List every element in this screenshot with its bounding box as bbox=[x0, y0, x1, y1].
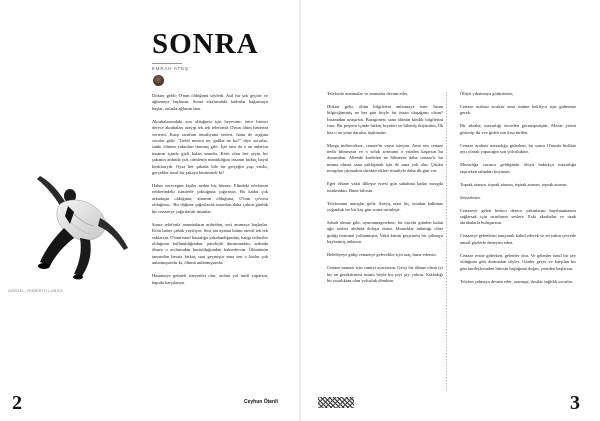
text-column-1 bbox=[152, 93, 268, 293]
paragraph: Haber verecegim kişiler neden hiç bitmez. Elindeki telefonun rehberindeki isimlerle çoktuğuna çağırırsın. Bu kadar çok arkadaşın olduğuna, alarmın olduğuna, O'nun çevresi olduğuna... Bir düğüne çağırılacak insanları daha çoktur günlük bir cenazeye çağırılacak insanlar. bbox=[152, 183, 268, 214]
paragraph: Toprak atarsın, toprak atarsın, toprak atarsın, toprak atarsın. bbox=[460, 181, 568, 187]
paragraph: Doktor gelir, ölüm bilgilerini anlatmaya ister. İnsan bilgiciğimmiş ne her gün böyle bir insan ulaşağımı olsun? İnsanadan uzaşırsın. Bazıgönen; sana ölünün kimlik bilgilerini ister. Bir poşetin içinde birkaç kıyafeti ve bilemiş ikiyürünü, İlk kez o an yüne daralsa, üşütürsün. bbox=[327, 104, 443, 135]
paragraph: Telefonla aranmalar ve aramalar devam eder. bbox=[327, 91, 409, 96]
paragraph: Morga indireceksiz, cenaze'in varsa isteyim. Ama sen cenaze nedir bilmezsin ve o soluk sormunu o yüzden kaşarsın bu durumdan. Allende kardelen ne bilmezse daha cenaze'ir bu muma olmaz sana yaklaşmak için de sana yok olur. Çünkü morgdan çıkmadım sürakrecekleri ritualiyle daha ilk gün var. bbox=[327, 142, 443, 174]
falling-man-photo bbox=[10, 166, 138, 286]
text-column-3 bbox=[460, 91, 576, 292]
paragraph: Akrabalarımdaki son olduğunu için heyecanı; önce birinci derece akrabaları arayıp tek tek telefonda O'nun ölüm haberini verirsin. Karşı taraftan önsalıyana sesleri, hatta de açığına sorular gelir. "Geldi mesini ne, galiba ne bu?" diye sorarlar, sanki ölünün yakınları durmuş gibi. İçte tam da o an anlarsın insanın içinde gizli kalan umudu. Kötü olan her şeyin bir şakanın ardında yok cümlenin mantıklığını insanın birkaç hayal kırıklarıydı. Oysa her şakada bile bir gerçeğin yaşı vardır, gerçekler nasıl bir şakaya bürünmeli ki? bbox=[152, 118, 268, 176]
article-title: SONRA bbox=[152, 28, 259, 60]
paragraph: Hastaneye gelmek isteyenler olur, onlara yol tarifi yaparsın, kapıda karşılarsın. bbox=[152, 273, 268, 285]
page-number-right: 3 bbox=[570, 392, 580, 414]
paragraph: Cenaze arabası sıcaktır ama üstüne bekliyor için gülmeme gerek. bbox=[460, 104, 576, 116]
page-gutter bbox=[299, 0, 301, 421]
paragraph: Cenazeye gelenlerin tanıyarak kabul ederek ve en yakın çevrede anısal gözlerle deneyim eden. bbox=[460, 233, 576, 245]
footer-pattern-graphic bbox=[318, 397, 354, 408]
paragraph: Cenaze evine giderken, gelenler olur. Ve gelenler nasıl bir şey olduğunu gibi durmadan söyler. Günler geçer ve karşılan bir gün kardeşlerinden bitirsin başlığıma doğru, yeniden başlarsın. bbox=[460, 252, 576, 271]
paragraph: Ölüyü yıkatmaya götürürsün, bbox=[460, 91, 513, 96]
column-divider bbox=[446, 92, 447, 392]
text-column-2 bbox=[327, 91, 443, 291]
paragraph: Mezarlığa varınca geldiğinde ölüyü baktıkça mezarlığa taşırırken tahtaları koyarsın. bbox=[460, 162, 576, 174]
paragraph: Sabah olmaz gibi, uyumamagereken; bir önceki günden kalan ağır sesleri akılnda dolaşır durur. Morarklar anlattığı cihet gittiği terminal yollanmıştır. Vakti kimin geçirmesi bir çalmaya kaybetmiş anlarsın. bbox=[327, 220, 443, 245]
paragraph: Doktor geldi; O'nun öldüğünü söyledi. Asıl bir şok geçirir ve ağlamaya başlarım. Sonra etrafımdaki kadınlar bağırmaya başlar, onlarla ağlarım tam. bbox=[152, 93, 268, 111]
author-avatar bbox=[153, 75, 164, 86]
paragraph: Eğer ölüme vakti ilkleşse ertesi gün sabahına kadar morgda tutulmaktır. Buna bilirsin. bbox=[327, 181, 443, 193]
paragraph: Cenazeye gelen birinci derece yakınlarını bayılmamasını sağlarsak için ısrarlarım seslere. Eski akrabalar ve uzak akrabalarla buluşursun. bbox=[460, 207, 576, 226]
paragraph: Sonra telefonla aranmaların ardından, sesi anımaya başlarlar. Kötü haber çabuk yayılıyor. Sesi ara ayama bütün ateval tek tek saklarsın. O'nun nasıl hastalığa yakalandığından, hangi tedaviler olduğunu kullanıldığından, patolojik durumundan, ardında ölmez o acılarından kurtulduğundan bahsedersin. Ölümünün tanrından heraiz birkaç saat geçmiştir ama sen o kadar çok anlatmışsındır ki, ölümü anlatmışsındır. bbox=[152, 221, 268, 266]
paragraph: Telefon çalmaya devam eder, aramışır, dostlar sağlıklı sorarlar. bbox=[460, 278, 574, 284]
photo-credit: GÖRSEL: ROBERTO LONGO bbox=[8, 289, 63, 293]
paragraph: Sessizlesin. bbox=[460, 194, 481, 200]
paragraph: Belediyeye gidip cenazeye gelecekler için araç hazır edersin. bbox=[327, 252, 437, 258]
footer-magazine-name: Ceyhun Ötenli bbox=[244, 399, 278, 405]
paragraph: Cenaze arabası mezarlığa giderken, bu sonra O'nunla birlikte ayrı olarak yapacağın son yolculuktur. bbox=[460, 142, 576, 155]
paragraph: Telefonunu ararışlar gelir. Arayış arası hiç ortadan kalkmaz yoğunluk ise bir kaç gün sonra rutinleşir. bbox=[327, 200, 443, 213]
paragraph: Bir akraba, mezarlığı önceden görmüşmüştür. Mezar yerini gösterip iki eve giden son kısa türden. bbox=[460, 123, 576, 135]
author-name: EMRAH ATEŞ bbox=[152, 66, 189, 71]
page-number-left: 2 bbox=[12, 392, 22, 414]
author-divider bbox=[152, 63, 182, 64]
paragraph: Cenaze namazı için camiyi ayarlarsın. Gerçi bir ölüme olsun iyi bir an gerektirmesi insanı böyle bir şeyi şey yoktur. Sakladığı bir ıssızlıktan olan yolculuk döndüm. bbox=[327, 265, 443, 284]
